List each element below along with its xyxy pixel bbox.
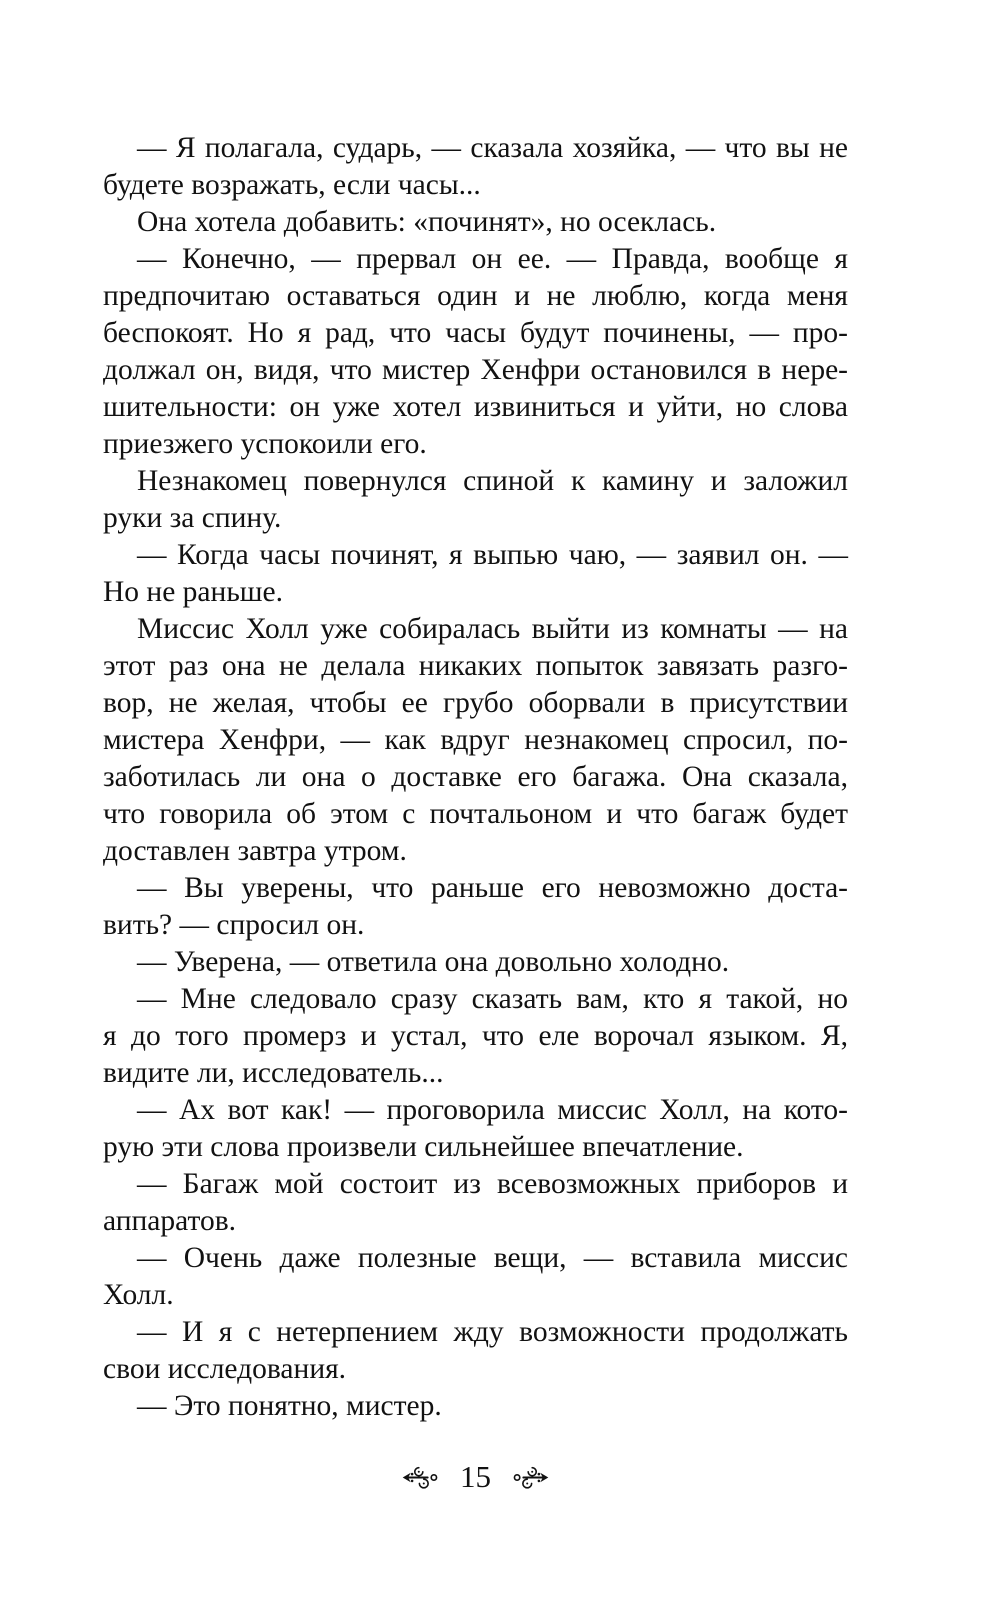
text-line: — Ах вот как! — проговорила миссис Холл, на кото-: [137, 1094, 848, 1126]
text-line: — И я с нетерпением жду возможности продолжать: [137, 1316, 848, 1348]
text-line: доставлен завтра утром.: [103, 835, 407, 867]
text-line: видите ли, исследователь...: [103, 1057, 444, 1089]
text-line: этот раз она не делала никаких попыток завязать разго-: [103, 650, 848, 682]
text-line: Но не раньше.: [103, 576, 283, 608]
paragraph: [103, 537, 848, 611]
paragraph: [103, 611, 848, 870]
text-line: должал он, видя, что мистер Хенфри остановился в нере-: [103, 354, 848, 386]
text-line: — Уверена, — ответила она довольно холодно.: [137, 946, 730, 978]
paragraph: [103, 870, 848, 944]
paragraph: [103, 463, 848, 537]
text-line: Незнакомец повернулся спиной к камину и заложил: [137, 465, 848, 497]
text-line: вить? — спросил он.: [103, 909, 365, 941]
paragraph: [103, 1314, 848, 1388]
page-number: 15: [460, 1459, 491, 1494]
paragraph: [103, 944, 848, 981]
text-line: — Это понятно, мистер.: [137, 1390, 442, 1422]
fleuron-right-icon: [513, 1464, 549, 1491]
text-line: свои исследования.: [103, 1353, 347, 1385]
text-line: — Багаж мой состоит из всевозможных приборов и: [137, 1168, 848, 1200]
text-line: шительности: он уже хотел извиниться и уйти, но слова: [103, 391, 848, 423]
text-line: рую эти слова произвели сильнейшее впечатление.: [103, 1131, 744, 1163]
text-line: — Вы уверены, что раньше его невозможно доста-: [137, 872, 848, 904]
paragraph: [103, 130, 848, 204]
text-line: — Я полагала, сударь, — сказала хозяйка, — что вы не: [137, 132, 848, 164]
text-line: Миссис Холл уже собиралась выйти из комнаты — на: [137, 613, 848, 645]
paragraph: [103, 1240, 848, 1314]
text-line: Холл.: [103, 1279, 174, 1311]
text-line: Она хотела добавить: «починят», но осеклась.: [137, 206, 717, 238]
text-line: беспокоят. Но я рад, что часы будут починены, — про-: [103, 317, 848, 349]
paragraph: [103, 204, 848, 241]
fleuron-left-icon: [402, 1464, 438, 1491]
text-line: предпочитаю оставаться один и не люблю, когда меня: [103, 280, 848, 312]
text-line: мистера Хенфри, — как вдруг незнакомец спросил, по-: [103, 724, 848, 756]
paragraph: [103, 981, 848, 1092]
text-line: приезжего успокоили его.: [103, 428, 427, 460]
text-line: что говорила об этом с почтальоном и что багаж будет: [103, 798, 848, 830]
text-line: — Очень даже полезные вещи, — вставила миссис: [137, 1242, 848, 1274]
text-line: заботилась ли она о доставке его багажа. Она сказала,: [103, 761, 848, 793]
text-line: я до того промерз и устал, что еле ворочал языком. Я,: [103, 1020, 848, 1052]
text-line: — Конечно, — прервал он ее. — Правда, вообще я: [137, 243, 848, 275]
body-text: [103, 130, 848, 1425]
text-line: — Мне следовало сразу сказать вам, кто я такой, но: [137, 983, 848, 1015]
text-line: вор, не желая, чтобы ее грубо оборвали в присутствии: [103, 687, 848, 719]
paragraph: [103, 1092, 848, 1166]
paragraph: [103, 1388, 848, 1425]
paragraph: [103, 1166, 848, 1240]
text-line: будете возражать, если часы...: [103, 169, 481, 201]
text-line: руки за спину.: [103, 502, 282, 534]
text-line: — Когда часы починят, я выпью чаю, — заявил он. —: [137, 539, 848, 571]
text-line: аппаратов.: [103, 1205, 237, 1237]
paragraph: [103, 241, 848, 463]
page-footer: [103, 1456, 848, 1498]
